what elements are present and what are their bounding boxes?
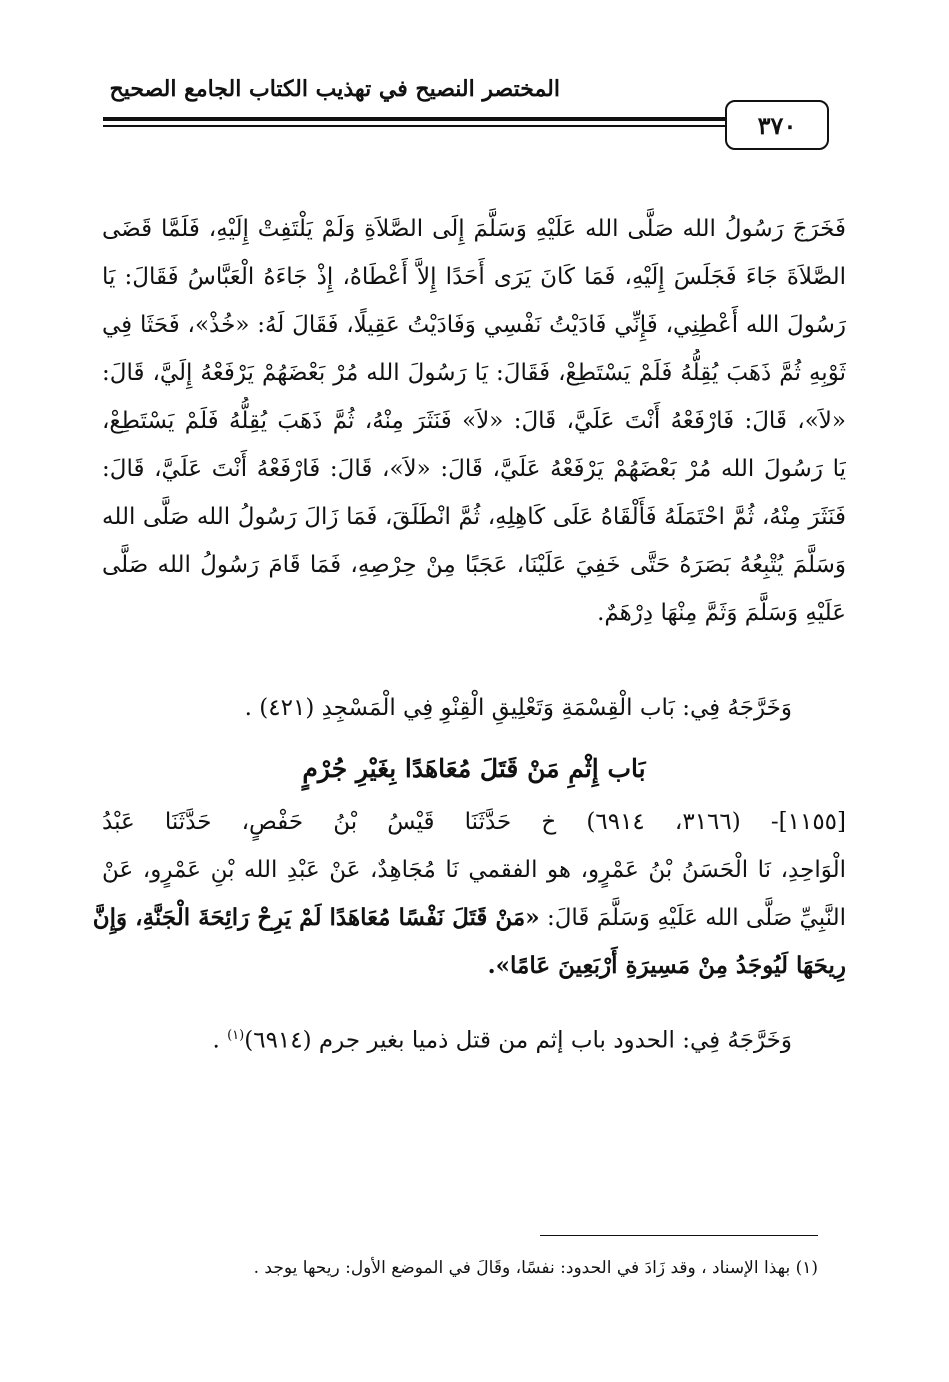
running-title: المختصر النصيح في تهذيب الكتاب الجامع الصحيح (109, 76, 560, 102)
footnote-marker[interactable]: (١) (227, 1028, 245, 1043)
prophetic-quote: رِيحَهَا لَيُوجَدُ مِنْ مَسِيرَةِ أَرْبَعِينَ عَامًا». (487, 952, 846, 979)
text-line: رَسُولَ الله أَعْطِنِي، فَإِنِّي فَادَيْتُ نَفْسِي وَفَادَيْتُ عَقِيلًا، فَقَالَ لَهُ: «خُذْ»، فَحَثَا فِي (102, 312, 846, 338)
page-number: ٣٧٠ (757, 110, 797, 140)
header-rule-thin (103, 125, 725, 127)
text-line: الصَّلاَةَ جَاءَ فَجَلَسَ إِلَيْهِ، فَمَا كَانَ يَرَى أَحَدًا إِلاَّ أَعْطَاهُ، إِذْ جَاءَهُ الْعَبَّاسُ فَقَالَ: يَا (102, 264, 846, 290)
header-rule-thick (103, 117, 725, 121)
text-line: عَلَيْهِ وَسَلَّمَ وَثَمَّ مِنْهَا دِرْهَمٌ. (597, 600, 846, 626)
chapter-title: بَاب إِثْمِ مَنْ قَتَلَ مُعَاهَدًا بِغَيْرِ جُرْمٍ (302, 754, 646, 783)
footnote: (١) بهذا الإسناد ، وقد زَادَ في الحدود: نفسًا، وقَالَ في الموضع الأول: ريحها يوجد . (253, 1258, 818, 1278)
text-line: الْوَاحِدِ، نَا الْحَسَنُ بْنُ عَمْرٍو، هو الفقمي نَا مُجَاهِدٌ، عَنْ عَبْدِ الله بْنِ عَمْرٍو، عَنْ (102, 857, 846, 883)
text-line: «لاَ»، قَالَ: فَارْفَعْهُ أَنْتَ عَلَيَّ، قَالَ: «لاَ» فَنَثَرَ مِنْهُ، ثُمَّ ذَهَبَ يُقِلُّهُ فَلَمْ يَسْتَطِعْ، (102, 408, 846, 434)
text-line: فَنَثَرَ مِنْهُ، ثُمَّ احْتَمَلَهُ فَأَلْقَاهُ عَلَى كَاهِلِهِ، ثُمَّ انْطَلَقَ، فَمَا زَالَ رَسُولُ الله صَلَّى الله (102, 504, 846, 530)
text-line: وَسَلَّمَ يُتْبِعُهُ بَصَرَهُ حَتَّى خَفِيَ عَلَيْنَا، عَجَبًا مِنْ حِرْصِهِ، فَمَا قَامَ رَسُولُ الله صَلَّى (102, 552, 846, 578)
footnote-divider (540, 1235, 818, 1236)
source-reference-2 (102, 1016, 792, 1061)
hadith-paragraph-2 (92, 798, 846, 990)
prophetic-quote: «مَنْ قَتَلَ نَفْسًا مُعَاهَدًا لَمْ يَرِحْ رَائِحَةَ الْجَنَّةِ، وَإِنَّ (92, 904, 540, 931)
text-line: ثَوْبِهِ ثُمَّ ذَهَبَ يُقِلُّهُ فَلَمْ يَسْتَطِعْ، فَقَالَ: يَا رَسُولَ الله مُرْ بَعْضَهُمْ يَرْفَعْهُ إِلَيَّ، قَالَ: (102, 360, 846, 386)
page-number-box (725, 100, 829, 150)
text-span: النَّبِيِّ صَلَّى الله عَلَيْهِ وَسَلَّمَ قَالَ: (539, 905, 846, 931)
hadith-paragraph-1 (102, 205, 846, 637)
source-end: . (212, 1027, 228, 1054)
source-text: وَخَرَّجَهُ فِي: الحدود باب إثم من قتل ذميا بغير جرم (٦٩١٤) (244, 1027, 792, 1054)
text-line: فَخَرَجَ رَسُولُ الله صَلَّى الله عَلَيْهِ وَسَلَّمَ إِلَى الصَّلاَةِ وَلَمْ يَلْتَفِتْ إِلَيْهِ، فَلَمَّا قَضَى (102, 216, 846, 242)
source-reference-1: وَخَرَّجَهُ فِي: بَاب الْقِسْمَةِ وَتَعْلِيقِ الْقِنْوِ فِي الْمَسْجِدِ (٤٢١) . (244, 695, 792, 721)
text-line: يَا رَسُولَ الله مُرْ بَعْضَهُمْ يَرْفَعْهُ عَلَيَّ، قَالَ: «لاَ»، قَالَ: فَارْفَعْهُ أَنْتَ عَلَيَّ، قَالَ: (102, 456, 846, 482)
text-line: [١١٥٥]- (٣١٦٦، ٦٩١٤) خ حَدَّثَنَا قَيْسُ بْنُ حَفْصٍ، حَدَّثَنَا عَبْدُ (102, 809, 846, 835)
text-line (92, 894, 846, 942)
